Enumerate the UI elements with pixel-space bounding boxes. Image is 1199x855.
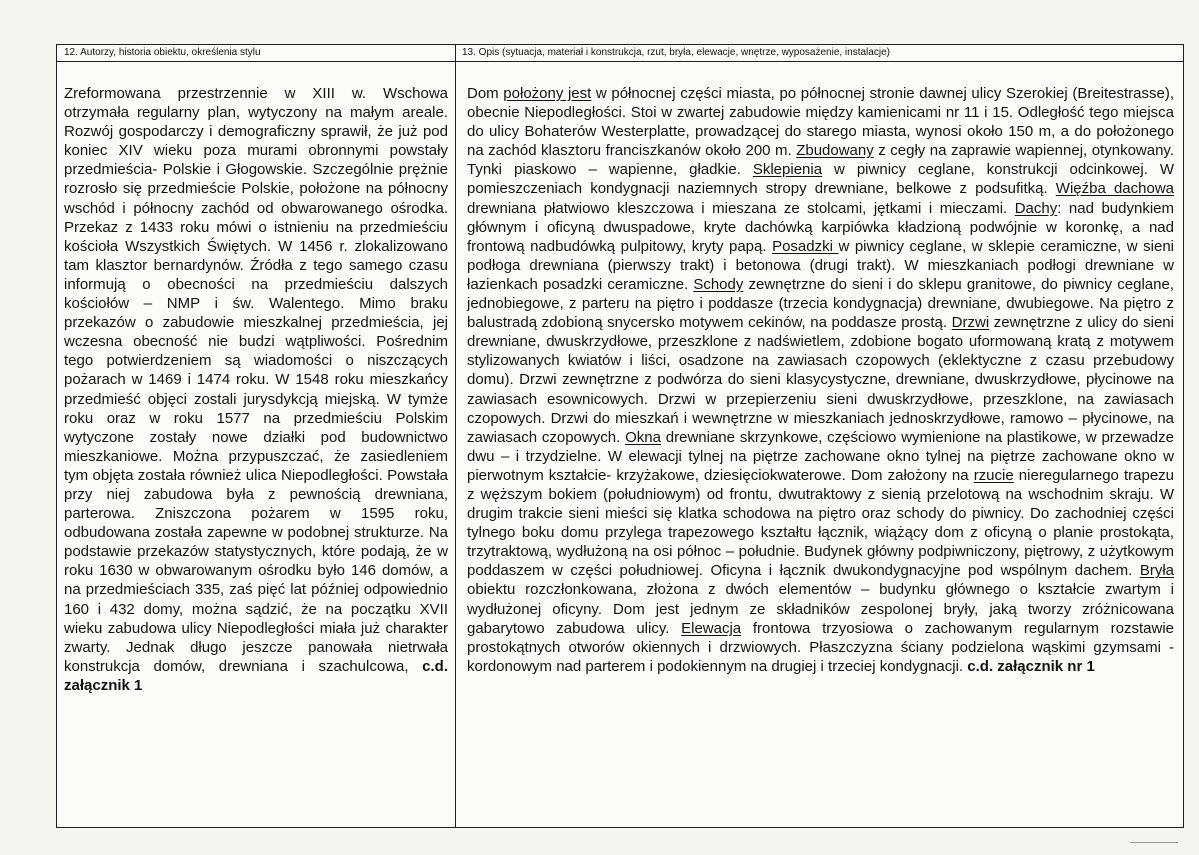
form-sheet <box>56 44 1184 828</box>
description-attachment-ref: c.d. załącznik nr 1 <box>967 657 1095 675</box>
description-segment: zewnętrzne z ulicy do sieni drewniane, dwuskrzydłowe, przeszklone z nadświetlem, zdobione bogato uformowaną kratą z motywem stylizowanych kwiatów i liści, osadzone na zawiasach czopowych (eklektyczne z czasu przebudowy domu). Drzwi zewnętrzne z podwórza do sieni klasycystyczne, drewniane, dwuskrzydłowe, płycinowe na zawiasach esownicowych. Drzwi w przepierzeniu sieni dwuskrzydłowe, przeszklone, na zawiasach czopowych. Drzwi do mieszkań i wewnętrzne w mieszkaniach jednoskrzydłowe, ramowo – płycinowe, na zawiasach czopowych. <box>467 314 1174 446</box>
description-keyword: Dachy <box>1014 199 1058 217</box>
description-keyword: Drzwi <box>951 314 990 332</box>
description-segment: w północnej części miasta, po północnej stronie dawnej ulicy Szerokiej (Breitestrasse), obecnie Niepodległości. Stoi w zwartej zabudowie między kamienicami nr 11 i 15. Odległość tego miejsca do ulicy Bohaterów Westerplatte, prowadzącej do starego miasta, wynosi około 150 m, a do położonego na zachód klasztoru franciszkanów około 200 m. <box>467 85 1175 160</box>
description-segment: zewnętrzne do sieni i do sklepu granitowe, do piwnicy ceglane, jednobiegowe, z parteru na piętro i poddasze (trzecia kondygnacja) drewniane, dwubiegowe. Na piętro z balustradą zdobioną snycersko motywem cekinów, na poddasze prostą. <box>467 275 1174 332</box>
description-keyword: Schody <box>693 275 744 293</box>
description-text <box>456 84 1183 676</box>
description-column <box>456 45 1183 827</box>
history-body: Zreformowana przestrzennie w XIII w. Wschowa otrzymała regularny plan, wytyczony na małym areale. Rozwój gospodarczy i demograficzny sprawił, że już pod koniec XIV wieku poza murami obronnymi powstały przedmieścia- Polskie i Głogowskie. Szczególnie prężnie rozrosło się przedmieście Polskie, położone na północny wschód i północny zachód od obwarowanego ośrodka. Przekaz z 1433 roku mówi o istnieniu na przedmieściu kościoła Wszystkich Świętych. W 1456 r. zlokalizowano tam klasztor bernardynów. Źródła z tego samego czasu informują o obecności na przedmieściu dalszych kościołów – NMP i św. Walentego. Mimo braku przekazów o zabudowie mieszkalnej przedmieścia, jej wczesna obecność nie budzi wątpliwości. Pośrednim tego potwierdzeniem są wiadomości o niszczących pożarach w 1469 i 1474 roku. W 1548 roku mieszkańcy przedmieść objęci zostali jurysdykcją miejską. W tymże roku oraz w roku 1577 na przedmieściu Polskim wytyczone zostały nowe działki pod budownictwo mieszkaniowe. Można przypuszczać, że zasiedleniem tym objęta została również ulica Niepodległości. Powstała przy niej zabudowa była z pewnością drewniana, parterowa. Zniszczona pożarem w 1595 roku, odbudowana została zapewne w podobnej strukturze. Na podstawie przekazów statystycznych, które podają, że w roku 1630 w obwarowanym ośrodku było 146 domów, a na przedmieściach 335, zaś pięć lat później odpowiednio 160 i 432 domy, można sądzić, że na początku XVII wieku zabudowa ulicy Niepodległości miała już charakter zwarty. Jednak długo jeszcze panowała nietrwała konstrukcja domów, drewniana i szachulcowa, <box>64 85 448 675</box>
history-header: 12. Autorzy, historia obiektu, określenia stylu <box>57 45 455 62</box>
description-keyword: Posadzki <box>772 237 839 255</box>
description-keyword: Zbudowany <box>796 142 874 160</box>
description-keyword: Więźba dachowa <box>1055 180 1175 198</box>
description-segment: : nad budynkiem głównym i oficyną dwuspadowe, kryte dachówką karpiówka kładzioną podwójnie w koronkę, a nad frontową nadbudówką pulpitowy, kryty papą. <box>467 199 1174 255</box>
description-segment: w piwnicy ceglane, konstrukcji odcinkowej. W pomieszczeniach kondygnacji naziemnych stropy drewniane, belkowe z podsufitką. <box>467 161 1175 198</box>
description-keyword: Sklepienia <box>752 161 823 179</box>
description-keyword: Elewacja <box>681 619 742 637</box>
description-keyword: położony jest <box>503 85 592 102</box>
history-column <box>57 45 456 827</box>
history-attachment-ref: c.d. załącznik 1 <box>64 657 448 694</box>
description-segment: nieregularnego trapezu z węższym bokiem (południowym) od frontu, dwutraktowy z sienią przelotową na wschodnim skraju. W drugim trakcie sieni mieści się klatka schodowa na piętro oraz schody do piwnicy. Do zachodniej części tylnego boku domu przylega trapezowego kształtu łącznik, wiążący dom z oficyną o planie prostokąta, trzytraktową, wydłużoną na osi północ – południe. Budynek główny podpiwniczony, piętrowy, z użytkowym poddaszem w części południowej. Oficyna i łącznik dwukondygnacyjne pod wspólnym dachem. <box>467 466 1175 580</box>
description-segment: frontowa trzyosiowa o zachowanym regularnym rozstawie prostokątnych otworów okiennych i drzwiowych. Płaszczyzna ściany podzielona wąskimi gzymsami - kordonowym nad parterem i podokiennym na drugiej i trzeciej kondygnacji. <box>467 619 1175 675</box>
description-keyword: Bryła <box>1139 562 1174 580</box>
description-segment: Dom <box>467 85 504 102</box>
description-keyword: rzucie <box>973 466 1014 484</box>
scan-edge-mark <box>1130 842 1178 843</box>
description-segment: z cegły na zaprawie wapiennej, otynkowany. Tynki piaskowo – wapienne, gładkie. <box>467 142 1174 179</box>
description-header: 13. Opis (sytuacja, materiał i konstrukcja, rzut, bryła, elewacje, wnętrze, wyposażenie, instalacje) <box>456 45 1183 62</box>
description-segment: drewniane skrzynkowe, częściowo wymienione na plastikowe, w przewadze dwu – i trzydzielne. W elewacji tylnej na piętrze zachowane okno tylnej na piętrze zachowane okno w pierwotnym kształcie- krzyżakowe, dziesięciokwaterowe. Dom założony na <box>467 428 1174 484</box>
description-segment: drewniana płatwiowo kleszczowa i mieszana ze stolcami, jętkami i mieczami. <box>467 199 1015 217</box>
description-segment: w piwnicy ceglane, w sklepie ceramiczne, w sieni podłoga drewniana (pierwszy trakt) i betonowa (drugi trakt). W mieszkaniach podłogi drewniane w łazienkach posadzki ceramiczne. <box>467 237 1174 293</box>
description-segment: obiektu rozczłonkowana, złożona z dwóch elementów – budynku głównego o kształcie zwartym i wydłużonej oficyny. Dom jest jednym ze składników zespolonej bryły, jaką tworzy zróżnicowana gabarytowo zabudowa ulicy. <box>467 581 1174 637</box>
description-keyword: Okna <box>625 428 661 446</box>
history-text <box>57 84 455 695</box>
